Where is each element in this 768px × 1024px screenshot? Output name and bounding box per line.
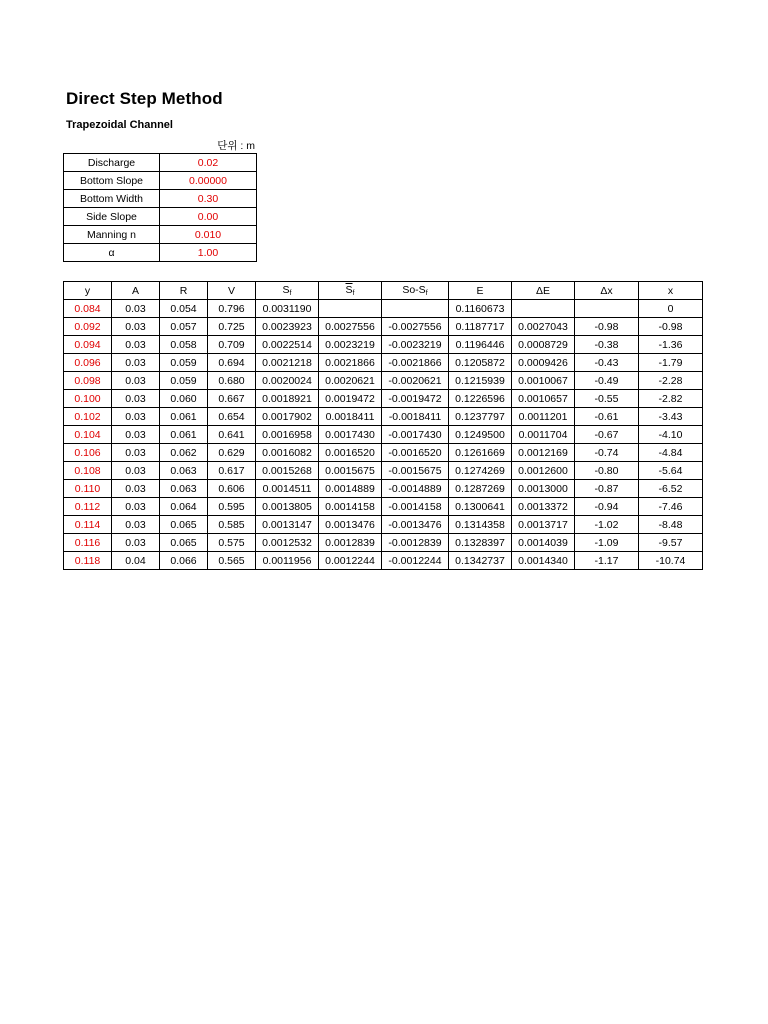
table-cell: 0.03 xyxy=(112,300,160,318)
table-cell: 0.03 xyxy=(112,498,160,516)
table-cell: 0.1328397 xyxy=(449,534,512,552)
table-cell: 0.118 xyxy=(64,552,112,570)
table-cell: -0.0016520 xyxy=(382,444,449,462)
table-cell: 0.0014340 xyxy=(512,552,575,570)
table-cell: 0.0018921 xyxy=(256,390,319,408)
table-cell: -0.0017430 xyxy=(382,426,449,444)
parameter-value: 0.02 xyxy=(160,154,257,172)
table-cell: 0.059 xyxy=(160,372,208,390)
table-cell: -1.79 xyxy=(639,354,703,372)
table-cell: 0.054 xyxy=(160,300,208,318)
table-cell: 0.0012839 xyxy=(319,534,382,552)
table-row xyxy=(64,336,703,354)
table-cell: 0.0014039 xyxy=(512,534,575,552)
parameter-row xyxy=(64,208,257,226)
table-cell: 0.1226596 xyxy=(449,390,512,408)
parameter-row xyxy=(64,172,257,190)
table-cell: 0.03 xyxy=(112,354,160,372)
table-cell: 0.1300641 xyxy=(449,498,512,516)
parameter-value: 0.010 xyxy=(160,226,257,244)
table-cell: -0.0013476 xyxy=(382,516,449,534)
table-cell: 0.1160673 xyxy=(449,300,512,318)
column-header: $S_f$ xyxy=(256,282,319,300)
column-header: Δx xyxy=(575,282,639,300)
table-cell: 0.1342737 xyxy=(449,552,512,570)
parameter-label: Side Slope xyxy=(64,208,160,226)
table-cell: -10.74 xyxy=(639,552,703,570)
column-header: R xyxy=(160,282,208,300)
table-cell: -0.0014889 xyxy=(382,480,449,498)
table-cell: 0.0020024 xyxy=(256,372,319,390)
table-cell: 0.0017902 xyxy=(256,408,319,426)
table-cell: 0.0021866 xyxy=(319,354,382,372)
table-cell: -0.0019472 xyxy=(382,390,449,408)
table-cell: 0.03 xyxy=(112,408,160,426)
table-cell: 0.0012169 xyxy=(512,444,575,462)
table-cell: -0.49 xyxy=(575,372,639,390)
table-cell: 0.0009426 xyxy=(512,354,575,372)
table-cell: -7.46 xyxy=(639,498,703,516)
table-row xyxy=(64,534,703,552)
table-cell: 0.104 xyxy=(64,426,112,444)
table-cell: -0.67 xyxy=(575,426,639,444)
table-cell: 0.0020621 xyxy=(319,372,382,390)
table-cell: 0.595 xyxy=(208,498,256,516)
table-cell: 0.03 xyxy=(112,444,160,462)
table-row xyxy=(64,498,703,516)
table-cell: 0.102 xyxy=(64,408,112,426)
table-cell: 0.0015675 xyxy=(319,462,382,480)
table-cell: 0.0013717 xyxy=(512,516,575,534)
parameter-row xyxy=(64,190,257,208)
parameter-row xyxy=(64,244,257,262)
table-cell: -0.0018411 xyxy=(382,408,449,426)
table-cell: -8.48 xyxy=(639,516,703,534)
table-cell: 0.0012600 xyxy=(512,462,575,480)
table-cell: -1.09 xyxy=(575,534,639,552)
table-cell: 0.084 xyxy=(64,300,112,318)
table-cell: 0.03 xyxy=(112,534,160,552)
table-cell xyxy=(512,300,575,318)
table-cell: -5.64 xyxy=(639,462,703,480)
channel-type-label: Trapezoidal Channel xyxy=(66,119,173,131)
table-cell: 0.0013000 xyxy=(512,480,575,498)
table-cell: 0.0013805 xyxy=(256,498,319,516)
table-cell: 0.725 xyxy=(208,318,256,336)
table-cell: 0.629 xyxy=(208,444,256,462)
table-cell: 0.065 xyxy=(160,534,208,552)
table-cell: -9.57 xyxy=(639,534,703,552)
table-cell: 0.641 xyxy=(208,426,256,444)
table-cell: 0.0011956 xyxy=(256,552,319,570)
table-cell: -0.0012244 xyxy=(382,552,449,570)
table-cell: 0.063 xyxy=(160,462,208,480)
table-cell: 0.1261669 xyxy=(449,444,512,462)
table-cell: 0.0027556 xyxy=(319,318,382,336)
table-cell: 0.112 xyxy=(64,498,112,516)
table-cell: -0.0015675 xyxy=(382,462,449,480)
table-cell: 0.094 xyxy=(64,336,112,354)
table-cell: 0.0013147 xyxy=(256,516,319,534)
table-cell: 0.1196446 xyxy=(449,336,512,354)
table-cell: -1.36 xyxy=(639,336,703,354)
unit-label: 단위 : m xyxy=(217,140,255,152)
table-cell: 0.1287269 xyxy=(449,480,512,498)
table-cell: 0.0014889 xyxy=(319,480,382,498)
table-cell: 0.057 xyxy=(160,318,208,336)
table-cell: -4.10 xyxy=(639,426,703,444)
table-row xyxy=(64,300,703,318)
parameter-label: Bottom Slope xyxy=(64,172,160,190)
table-cell: -3.43 xyxy=(639,408,703,426)
table-cell: -0.74 xyxy=(575,444,639,462)
table-cell: 0.108 xyxy=(64,462,112,480)
table-cell: 0.114 xyxy=(64,516,112,534)
table-row xyxy=(64,426,703,444)
table-cell: 0.03 xyxy=(112,462,160,480)
table-cell: 0.04 xyxy=(112,552,160,570)
column-header: $So-S_f$ xyxy=(382,282,449,300)
table-cell: 0.059 xyxy=(160,354,208,372)
table-cell: -1.17 xyxy=(575,552,639,570)
table-cell: 0.092 xyxy=(64,318,112,336)
table-cell: 0.03 xyxy=(112,336,160,354)
table-cell: -0.43 xyxy=(575,354,639,372)
direct-step-table xyxy=(63,281,703,570)
parameter-value: 0.00 xyxy=(160,208,257,226)
table-row xyxy=(64,372,703,390)
table-cell: 0.03 xyxy=(112,372,160,390)
table-cell: -0.55 xyxy=(575,390,639,408)
parameter-row xyxy=(64,226,257,244)
table-cell: 0.0018411 xyxy=(319,408,382,426)
table-cell xyxy=(575,300,639,318)
table-cell: -0.94 xyxy=(575,498,639,516)
table-cell: -0.0014158 xyxy=(382,498,449,516)
table-cell: -0.0023219 xyxy=(382,336,449,354)
table-cell: 0.0011201 xyxy=(512,408,575,426)
table-cell: 0.0012532 xyxy=(256,534,319,552)
table-cell: 0.0017430 xyxy=(319,426,382,444)
table-row xyxy=(64,516,703,534)
table-cell: 0.0016082 xyxy=(256,444,319,462)
table-cell: -0.87 xyxy=(575,480,639,498)
parameter-label: Manning n xyxy=(64,226,160,244)
table-cell: -0.61 xyxy=(575,408,639,426)
parameter-value: 0.30 xyxy=(160,190,257,208)
table-header-row xyxy=(64,282,703,300)
table-cell: 0.0010067 xyxy=(512,372,575,390)
table-cell: 0.0021218 xyxy=(256,354,319,372)
parameter-label: Bottom Width xyxy=(64,190,160,208)
table-row xyxy=(64,552,703,570)
parameter-value: 1.00 xyxy=(160,244,257,262)
table-cell: -0.0027556 xyxy=(382,318,449,336)
parameter-label: α xyxy=(64,244,160,262)
table-row xyxy=(64,480,703,498)
table-cell: 0.654 xyxy=(208,408,256,426)
table-cell: 0.116 xyxy=(64,534,112,552)
table-cell: -6.52 xyxy=(639,480,703,498)
table-cell: 0.0011704 xyxy=(512,426,575,444)
column-header: x xyxy=(639,282,703,300)
table-cell: -0.0012839 xyxy=(382,534,449,552)
table-cell: 0.0014158 xyxy=(319,498,382,516)
table-cell: 0.667 xyxy=(208,390,256,408)
column-header: ΔE xyxy=(512,282,575,300)
table-cell: 0.1205872 xyxy=(449,354,512,372)
table-cell: 0.1274269 xyxy=(449,462,512,480)
table-cell: 0.098 xyxy=(64,372,112,390)
table-cell: -0.38 xyxy=(575,336,639,354)
table-cell: -0.0021866 xyxy=(382,354,449,372)
table-cell: 0.0023219 xyxy=(319,336,382,354)
table-cell: 0.058 xyxy=(160,336,208,354)
table-cell: 0.0031190 xyxy=(256,300,319,318)
parameter-row xyxy=(64,154,257,172)
table-cell: 0.062 xyxy=(160,444,208,462)
table-cell: 0.065 xyxy=(160,516,208,534)
table-cell: 0.03 xyxy=(112,426,160,444)
table-cell: 0.0016520 xyxy=(319,444,382,462)
parameter-table xyxy=(63,153,257,262)
table-cell: -2.28 xyxy=(639,372,703,390)
table-row xyxy=(64,444,703,462)
page-title: Direct Step Method xyxy=(66,89,223,108)
table-cell: 0.061 xyxy=(160,408,208,426)
table-cell: 0.03 xyxy=(112,480,160,498)
table-row xyxy=(64,408,703,426)
parameter-label: Discharge xyxy=(64,154,160,172)
table-cell: 0.03 xyxy=(112,390,160,408)
table-cell: 0.0013372 xyxy=(512,498,575,516)
table-cell: 0.0019472 xyxy=(319,390,382,408)
table-cell: 0.0010657 xyxy=(512,390,575,408)
table-cell: 0.694 xyxy=(208,354,256,372)
column-header: y xyxy=(64,282,112,300)
table-cell: -0.0020621 xyxy=(382,372,449,390)
table-cell: 0.0016958 xyxy=(256,426,319,444)
parameter-value: 0.00000 xyxy=(160,172,257,190)
table-cell: 0.575 xyxy=(208,534,256,552)
table-cell: 0.100 xyxy=(64,390,112,408)
table-cell: 0.0008729 xyxy=(512,336,575,354)
column-header: V xyxy=(208,282,256,300)
table-cell: 0.066 xyxy=(160,552,208,570)
table-row xyxy=(64,318,703,336)
table-cell: 0.0012244 xyxy=(319,552,382,570)
table-cell: 0.1237797 xyxy=(449,408,512,426)
table-cell: 0.585 xyxy=(208,516,256,534)
table-cell: 0.0023923 xyxy=(256,318,319,336)
table-cell: 0.0027043 xyxy=(512,318,575,336)
table-cell: 0.061 xyxy=(160,426,208,444)
table-cell: 0.063 xyxy=(160,480,208,498)
table-cell: 0.1187717 xyxy=(449,318,512,336)
table-cell: 0.0022514 xyxy=(256,336,319,354)
table-cell xyxy=(382,300,449,318)
table-row xyxy=(64,462,703,480)
table-cell: 0.617 xyxy=(208,462,256,480)
column-header: E xyxy=(449,282,512,300)
table-cell: 0.1215939 xyxy=(449,372,512,390)
table-cell: 0.565 xyxy=(208,552,256,570)
table-cell: 0.0013476 xyxy=(319,516,382,534)
table-cell: -1.02 xyxy=(575,516,639,534)
table-cell: 0.064 xyxy=(160,498,208,516)
table-cell: 0.1249500 xyxy=(449,426,512,444)
table-cell: 0.03 xyxy=(112,516,160,534)
table-cell: -4.84 xyxy=(639,444,703,462)
column-header: A xyxy=(112,282,160,300)
table-cell: 0.709 xyxy=(208,336,256,354)
table-cell: -2.82 xyxy=(639,390,703,408)
table-cell: 0.0014511 xyxy=(256,480,319,498)
table-cell: 0.796 xyxy=(208,300,256,318)
column-header: $\overline{S}_f$ xyxy=(319,282,382,300)
table-cell: -0.80 xyxy=(575,462,639,480)
table-cell: 0.1314358 xyxy=(449,516,512,534)
table-cell xyxy=(319,300,382,318)
table-row xyxy=(64,390,703,408)
table-cell: 0.110 xyxy=(64,480,112,498)
table-cell: 0.096 xyxy=(64,354,112,372)
table-cell: 0.060 xyxy=(160,390,208,408)
table-cell: 0 xyxy=(639,300,703,318)
table-cell: 0.680 xyxy=(208,372,256,390)
table-cell: 0.606 xyxy=(208,480,256,498)
table-cell: 0.106 xyxy=(64,444,112,462)
table-cell: -0.98 xyxy=(575,318,639,336)
table-cell: -0.98 xyxy=(639,318,703,336)
table-cell: 0.03 xyxy=(112,318,160,336)
table-cell: 0.0015268 xyxy=(256,462,319,480)
table-row xyxy=(64,354,703,372)
